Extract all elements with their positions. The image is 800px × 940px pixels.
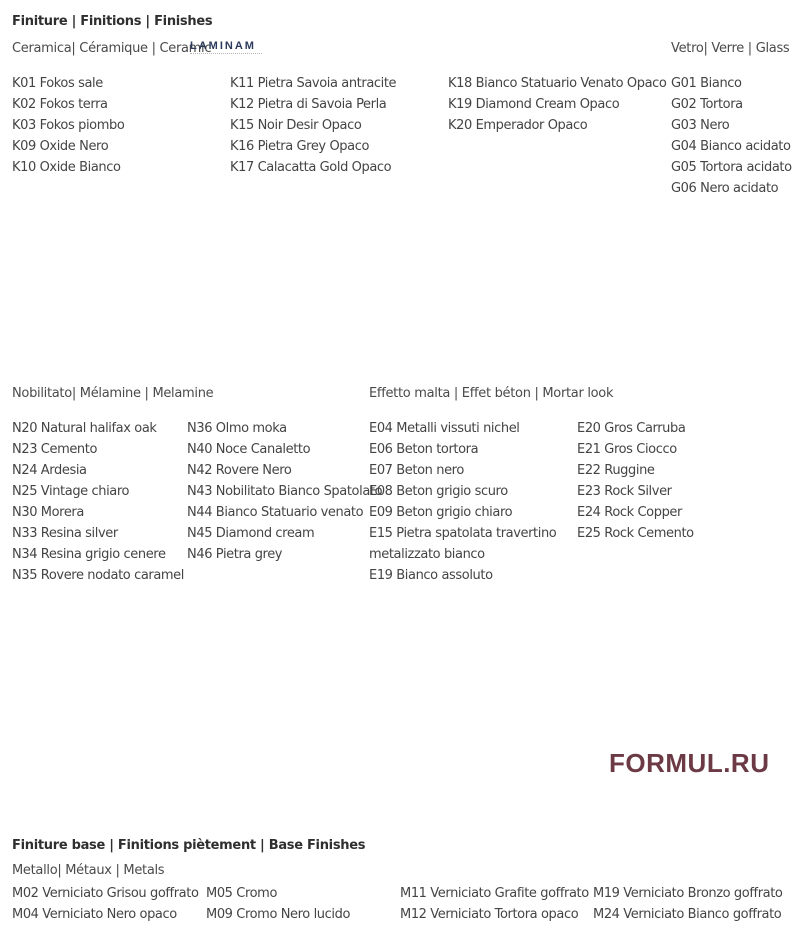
list-item: N24 Ardesia (12, 463, 87, 478)
glass-label: Vetro| Verre | Glass (671, 41, 790, 56)
list-item: M05 Cromo (206, 886, 277, 901)
melamine-list-1 (12, 418, 184, 586)
list-item: G02 Tortora (671, 97, 743, 112)
list-item: K19 Diamond Cream Opaco (448, 97, 620, 112)
melamine-list-2 (187, 418, 382, 565)
list-item: E20 Gros Carruba (577, 421, 686, 436)
list-item: K12 Pietra di Savoia Perla (230, 97, 387, 112)
metals-label: Metallo| Métaux | Metals (12, 863, 165, 878)
list-item: N35 Rovere nodato caramel (12, 568, 184, 583)
list-item: M12 Verniciato Tortora opaco (400, 907, 579, 922)
list-item: E19 Bianco assoluto (369, 568, 493, 583)
list-item: M09 Cromo Nero lucido (206, 907, 351, 922)
list-item: K09 Oxide Nero (12, 139, 109, 154)
watermark-logo: FORMUL.RU (609, 748, 770, 778)
glass-list (671, 73, 792, 199)
list-item: K02 Fokos terra (12, 97, 108, 112)
list-item: N44 Bianco Statuario venato (187, 505, 364, 520)
laminam-logo-text: LAMINAM (190, 40, 256, 52)
mortar-list-1 (369, 418, 556, 586)
list-item: N30 Morera (12, 505, 84, 520)
list-item: M19 Verniciato Bronzo goffrato (593, 886, 783, 901)
list-item: E22 Ruggine (577, 463, 655, 478)
base-finishes-title: Finiture base | Finitions piètement | Base Finishes (12, 838, 366, 853)
list-item: K01 Fokos sale (12, 76, 103, 91)
list-item: K15 Noir Desir Opaco (230, 118, 362, 133)
list-item: N42 Rovere Nero (187, 463, 292, 478)
list-item: K10 Oxide Bianco (12, 160, 121, 175)
list-item: K16 Pietra Grey Opaco (230, 139, 370, 154)
mortar-label: Effetto malta | Effet béton | Mortar look (369, 386, 614, 401)
list-item: N34 Resina grigio cenere (12, 547, 166, 562)
metals-list-2 (206, 883, 350, 925)
list-item: G01 Bianco (671, 76, 742, 91)
list-item: N23 Cemento (12, 442, 98, 457)
list-item: E08 Beton grigio scuro (369, 484, 508, 499)
list-item: K17 Calacatta Gold Opaco (230, 160, 392, 175)
list-item: G03 Nero (671, 118, 730, 133)
list-item: G06 Nero acidato (671, 181, 779, 196)
list-item: K03 Fokos piombo (12, 118, 125, 133)
list-item: E15 Pietra spatolata travertino (369, 526, 557, 541)
list-item: K18 Bianco Statuario Venato Opaco (448, 76, 667, 91)
list-item: E07 Beton nero (369, 463, 464, 478)
list-item: N46 Pietra grey (187, 547, 283, 562)
list-item: G04 Bianco acidato (671, 139, 791, 154)
list-item: metalizzato bianco (369, 547, 485, 562)
list-item: E09 Beton grigio chiaro (369, 505, 513, 520)
list-item: M24 Verniciato Bianco goffrato (593, 907, 782, 922)
laminam-logo (190, 40, 262, 57)
ceramic-list-2 (230, 73, 396, 178)
list-item: N45 Diamond cream (187, 526, 315, 541)
laminam-logo-tagline (190, 53, 262, 57)
list-item: M04 Verniciato Nero opaco (12, 907, 177, 922)
list-item: N36 Olmo moka (187, 421, 287, 436)
list-item: N25 Vintage chiaro (12, 484, 130, 499)
list-item: E06 Beton tortora (369, 442, 479, 457)
list-item: N43 Nobilitato Bianco Spatolato (187, 484, 383, 499)
metals-list-4 (593, 883, 782, 925)
mortar-list-2 (577, 418, 694, 544)
list-item: M02 Verniciato Grisou goffrato (12, 886, 199, 901)
finishes-title: Finiture | Finitions | Finishes (12, 14, 213, 29)
ceramic-label: Ceramica| Céramique | Ceramic (12, 41, 212, 56)
metals-list-1 (12, 883, 199, 925)
list-item: E23 Rock Silver (577, 484, 672, 499)
melamine-label: Nobilitato| Mélamine | Melamine (12, 386, 214, 401)
list-item: N40 Noce Canaletto (187, 442, 311, 457)
list-item: E21 Gros Ciocco (577, 442, 677, 457)
list-item: N33 Resina silver (12, 526, 118, 541)
list-item: E24 Rock Copper (577, 505, 682, 520)
ceramic-list-1 (12, 73, 124, 178)
list-item: G05 Tortora acidato (671, 160, 792, 175)
list-item: N20 Natural halifax oak (12, 421, 157, 436)
list-item: K11 Pietra Savoia antracite (230, 76, 397, 91)
list-item: E04 Metalli vissuti nichel (369, 421, 520, 436)
list-item: M11 Verniciato Grafite goffrato (400, 886, 589, 901)
list-item: E25 Rock Cemento (577, 526, 694, 541)
list-item: K20 Emperador Opaco (448, 118, 588, 133)
ceramic-list-3 (448, 73, 666, 136)
metals-list-3 (400, 883, 589, 925)
